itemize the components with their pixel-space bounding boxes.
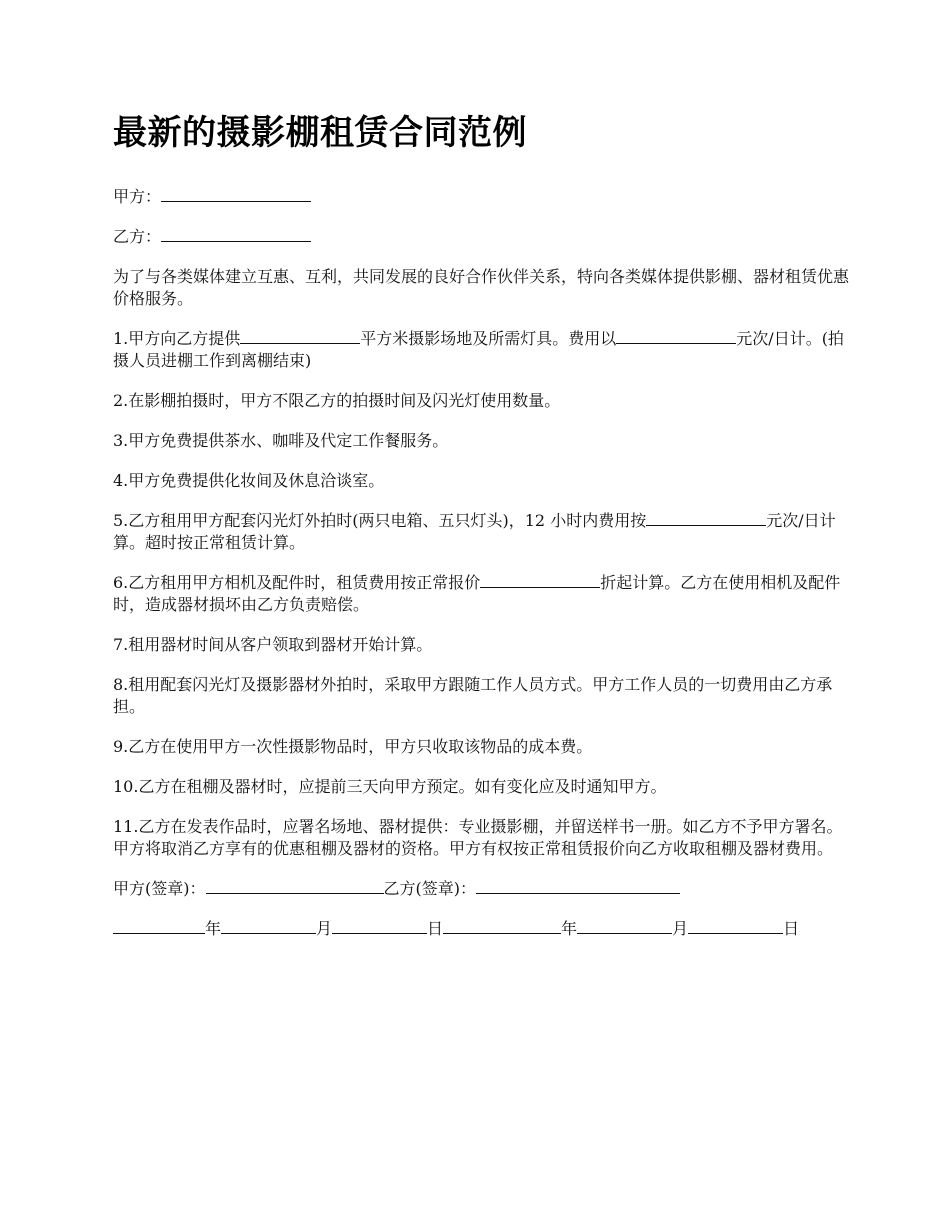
date-b-month-blank[interactable]: [577, 919, 672, 934]
date-line: [113, 918, 858, 940]
party-b-line: [113, 226, 858, 248]
sign-a-blank[interactable]: [206, 879, 384, 894]
clause-1-text-b: 平方米摄影场地及所需灯具。费用以: [360, 329, 617, 348]
party-a-blank[interactable]: [161, 187, 311, 202]
clause-3: 3.甲方免费提供茶水、咖啡及代定工作餐服务。: [113, 431, 449, 450]
party-a-line: [113, 186, 858, 208]
date-a-day-label: 日: [427, 919, 444, 938]
clause-5-text-a: 5.乙方租用甲方配套闪光灯外拍时(两只电箱、五只灯头)，12 小时内费用按: [113, 511, 647, 530]
clause-1: [113, 328, 858, 372]
fee-blank[interactable]: [616, 329, 736, 344]
outdoor-fee-blank-tail: [758, 511, 766, 526]
clause-11: 11.乙方在发表作品时，应署名场地、器材提供：专业摄影棚，并留送样书一册。如乙方不予甲方署名。甲方将取消乙方享有的优惠租棚及器材的资格。甲方有权按正常租赁报价向乙方收取租棚及器材费用。: [113, 817, 843, 858]
clause-6: [113, 572, 858, 616]
document-title: 最新的摄影棚租赁合同范例: [113, 113, 527, 153]
clause-8: 8.租用配套闪光灯及摄影器材外拍时，采取甲方跟随工作人员方式。甲方工作人员的一切费用由乙方承担。: [113, 675, 833, 716]
clause-1-text-a: 1.甲方向乙方提供: [113, 329, 241, 348]
date-b-month-label: 月: [672, 919, 689, 938]
intro-paragraph: 为了与各类媒体建立互惠、互利，共同发展的良好合作伙伴关系，特向各类媒体提供影棚、器材租赁优惠价格服务。: [113, 267, 850, 308]
clause-9: 9.乙方在使用甲方一次性摄影物品时，甲方只收取该物品的成本费。: [113, 737, 593, 756]
date-a-day-blank[interactable]: [332, 919, 427, 934]
clause-5: [113, 510, 858, 554]
date-a-year-label: 年: [205, 919, 222, 938]
contract-document: [113, 108, 858, 958]
party-b-label: 乙方：: [113, 227, 162, 246]
discount-blank[interactable]: [480, 573, 600, 588]
date-a-month-label: 月: [316, 919, 333, 938]
clause-5-text-b: 元次/日计算。超时按正常租赁计算。: [113, 511, 836, 552]
clause-7: 7.租用器材时间从客户领取到器材开始计算。: [113, 635, 433, 654]
date-a-month-blank[interactable]: [221, 919, 316, 934]
clause-10: 10.乙方在租棚及器材时，应提前三天向甲方预定。如有变化应及时通知甲方。: [113, 777, 667, 796]
party-b-blank[interactable]: [161, 227, 311, 242]
clause-6-text-a: 6.乙方租用甲方相机及配件时，租赁费用按正常报价: [113, 573, 481, 592]
date-b-year-label: 年: [561, 919, 578, 938]
clause-6-text-b: 折起计算。乙方在使用相机及配件时，造成器材损坏由乙方负责赔偿。: [113, 573, 841, 614]
date-b-day-blank[interactable]: [688, 919, 783, 934]
party-a-label: 甲方：: [113, 187, 162, 206]
sign-b-blank[interactable]: [476, 879, 680, 894]
sign-b-label: 乙方(签章)：: [383, 879, 476, 898]
outdoor-fee-blank[interactable]: [646, 511, 758, 526]
sign-a-label: 甲方(签章)：: [113, 879, 206, 898]
date-b-day-label: 日: [783, 919, 800, 938]
area-blank[interactable]: [240, 329, 360, 344]
signature-line: [113, 878, 858, 900]
clause-2: 2.在影棚拍摄时，甲方不限乙方的拍摄时间及闪光灯使用数量。: [113, 391, 561, 410]
clause-4: 4.甲方免费提供化妆间及休息洽谈室。: [113, 471, 385, 490]
date-a-year-blank[interactable]: [113, 919, 205, 934]
date-b-year-blank[interactable]: [443, 919, 561, 934]
clause-1-text-c: 元次/日计。(拍摄人员进棚工作到离棚结束): [113, 329, 844, 370]
